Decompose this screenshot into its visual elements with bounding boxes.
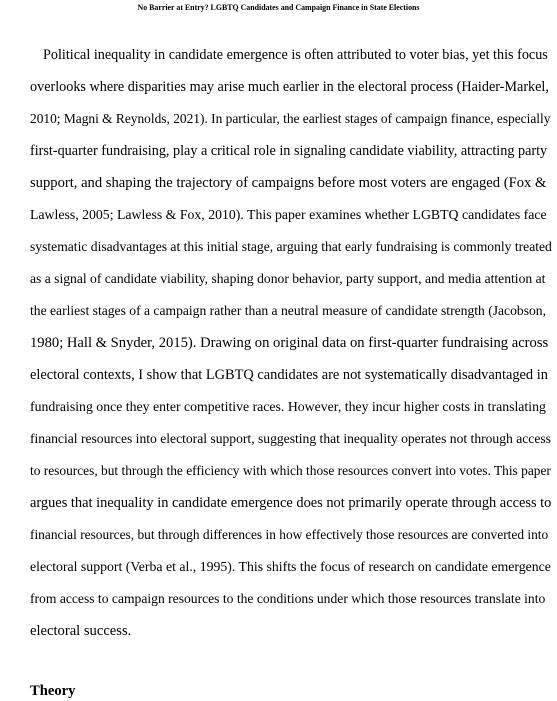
body-line-13: financial resources into electoral support, suggesting that inequality operates not through access bbox=[30, 431, 551, 446]
body-line-5: support, and shaping the trajectory of campaigns before most voters are engaged (Fox & bbox=[30, 175, 547, 191]
body-line-2: overlooks where disparities may arise much earlier in the electoral process (Haider-Markel, bbox=[30, 79, 549, 95]
body-line-10: 1980; Hall & Snyder, 2015). Drawing on original data on first-quarter fundraising across bbox=[30, 335, 549, 351]
body-line-6: Lawless, 2005; Lawless & Fox, 2010). This paper examines whether LGBTQ candidates face bbox=[30, 207, 547, 222]
body-line-14: to resources, but through the efficiency with which those resources convert into votes. This paper bbox=[30, 463, 551, 478]
section-heading-theory: Theory bbox=[30, 683, 76, 699]
body-line-12: fundraising once they enter competitive races. However, they incur higher costs in translating bbox=[30, 399, 546, 414]
body-line-8: as a signal of candidate viability, shaping donor behavior, party support, and media attention at bbox=[30, 271, 546, 286]
body-line-16: financial resources, but through differences in how effectively those resources are converted into bbox=[30, 527, 549, 542]
body-line-18: from access to campaign resources to the conditions under which those resources translate into bbox=[30, 591, 546, 606]
body-line-15: argues that inequality in candidate emergence does not primarily operate through access to bbox=[30, 495, 552, 511]
paper-title: No Barrier at Entry? LGBTQ Candidates and Campaign Finance in State Elections bbox=[137, 3, 420, 12]
body-line-1: Political inequality in candidate emergence is often attributed to voter bias, yet this focus bbox=[43, 47, 548, 63]
body-line-17: electoral support (Verba et al., 1995). This shifts the focus of research on candidate emergence bbox=[30, 559, 551, 574]
body-line-4: first-quarter fundraising, play a critical role in signaling candidate viability, attracting party bbox=[30, 143, 548, 159]
body-line-7: systematic disadvantages at this initial stage, arguing that early fundraising is commonly treated bbox=[30, 239, 552, 254]
body-line-19: electoral success. bbox=[30, 623, 132, 639]
body-line-11: electoral contexts, I show that LGBTQ candidates are not systematically disadvantaged in bbox=[30, 367, 548, 383]
body-line-9: the earliest stages of a campaign rather than a neutral measure of candidate strength (Jacobson, bbox=[30, 303, 546, 318]
body-line-3: 2010; Magni & Reynolds, 2021). In particular, the earliest stages of campaign finance, especially bbox=[30, 111, 551, 126]
